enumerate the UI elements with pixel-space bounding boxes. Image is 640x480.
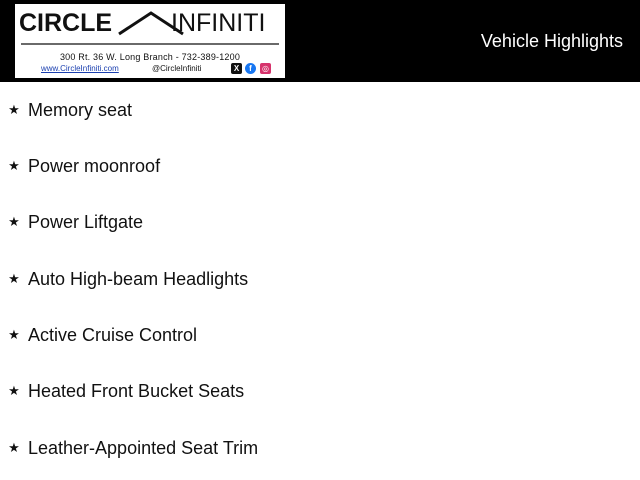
page-title: Vehicle Highlights: [480, 31, 623, 51]
feature-label: Heated Front Bucket Seats: [28, 380, 245, 401]
list-item: [6, 154, 160, 178]
feature-label: Memory seat: [28, 99, 133, 120]
star-icon: ★: [8, 102, 20, 117]
list-item: [6, 98, 132, 122]
header-bar: [0, 0, 640, 82]
logo-address: 300 Rt. 36 W. Long Branch - 732-389-1200: [59, 52, 241, 62]
list-item: [6, 210, 143, 234]
star-icon: ★: [8, 383, 20, 398]
logo-social-handle: @CircleInfiniti: [152, 64, 202, 73]
feature-label: Power moonroof: [28, 155, 161, 176]
x-icon: X: [231, 63, 242, 74]
logo-wordmark: [15, 4, 285, 52]
list-item: [6, 323, 197, 347]
dealer-logo: [15, 4, 285, 78]
logo-website-link[interactable]: www.CircleInfiniti.com: [41, 64, 119, 73]
star-icon: ★: [8, 327, 20, 342]
feature-label: Power Liftgate: [28, 211, 144, 232]
instagram-icon: ◎: [260, 63, 271, 74]
facebook-icon: f: [245, 63, 256, 74]
feature-label: Active Cruise Control: [28, 324, 198, 345]
star-icon: ★: [8, 214, 20, 229]
logo-word-left: CIRCLE: [19, 9, 113, 37]
star-icon: ★: [8, 440, 20, 455]
feature-label: Auto High-beam Headlights: [28, 268, 249, 289]
star-icon: ★: [8, 271, 20, 286]
list-item: [6, 436, 258, 460]
star-icon: ★: [8, 158, 20, 173]
logo-word-right: INFINITI: [171, 9, 266, 37]
feature-label: Leather-Appointed Seat Trim: [28, 437, 259, 458]
list-item: [6, 267, 248, 291]
list-item: [6, 379, 244, 403]
